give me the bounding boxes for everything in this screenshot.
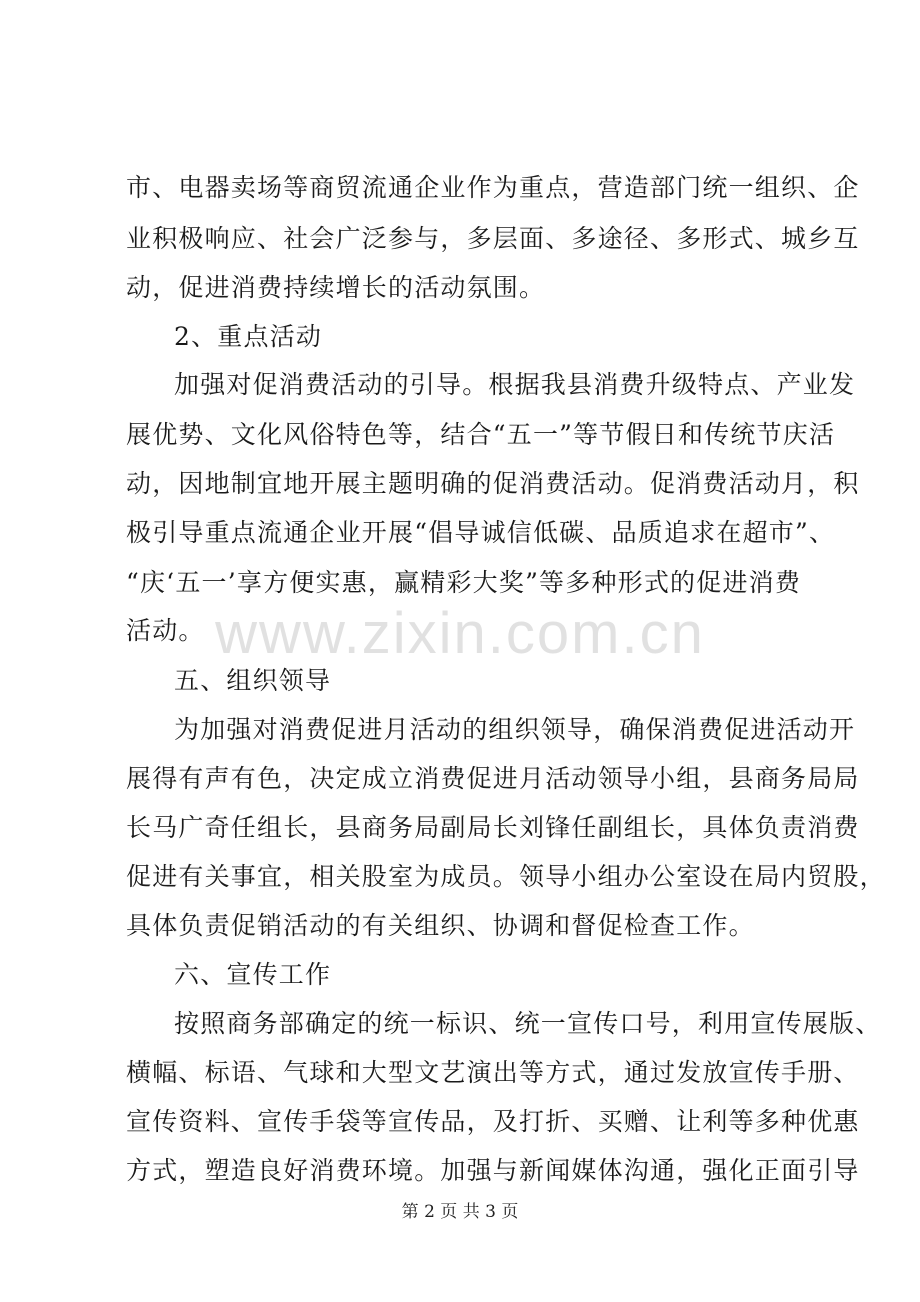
paragraph-line: 按照商务部确定的统一标识、统一宣传口号，利用宣传展版、 [174,1009,882,1038]
paragraph-line: 宣传资料、宣传手袋等宣传品，及打折、买赠、让利等多种优惠 [126,1107,860,1136]
page-footer: 第 2 页 共 3 页 [401,1202,519,1222]
paragraph-line: 展优势、文化风俗特色等，结合“五一”等节假日和传统节庆活 [126,420,836,449]
paragraph-line: 业积极响应、社会广泛参与，多层面、多途径、多形式、城乡互 [126,224,860,253]
paragraph-line: 动，促进消费持续增长的活动氛围。 [126,273,546,302]
paragraph-line: 方式，塑造良好消费环境。加强与新闻媒体沟通，强化正面引导 [126,1156,860,1185]
paragraph-line: “庆‘五一’享方便实惠，赢精彩大奖”等多种形式的促进消费 [126,568,802,597]
watermark: www.zixin.com.cn [215,601,705,666]
section-heading: 2、重点活动 [174,322,323,351]
paragraph-line: 市、电器卖场等商贸流通企业作为重点，营造部门统一组织、企 [126,173,860,202]
paragraph-line: 活动。 [126,616,205,645]
section-heading: 五、组织领导 [174,666,332,695]
paragraph-line: 横幅、标语、气球和大型文艺演出等方式，通过发放宣传手册、 [126,1058,860,1087]
paragraph-line: 为加强对消费促进月活动的组织领导，确保消费促进活动开 [174,715,856,744]
paragraph-line: 长马广奇任组长，县商务局副局长刘锋任副组长，具体负责消费 [126,813,860,842]
paragraph-line: 极引导重点流通企业开展“倡导诚信低碳、品质追求在超市”、 [126,518,836,547]
paragraph-line: 促进有关事宜，相关股室为成员。领导小组办公室设在局内贸股， [126,862,886,891]
paragraph-line: 具体负责促销活动的有关组织、协调和督促检查工作。 [126,911,755,940]
paragraph-line: 加强对促消费活动的引导。根据我县消费升级特点、产业发 [174,370,856,399]
paragraph-line: 动，因地制宜地开展主题明确的促消费活动。促消费活动月，积 [126,469,860,498]
section-heading: 六、宣传工作 [174,960,332,989]
paragraph-line: 展得有声有色，决定成立消费促进月活动领导小组，县商务局局 [126,764,860,793]
